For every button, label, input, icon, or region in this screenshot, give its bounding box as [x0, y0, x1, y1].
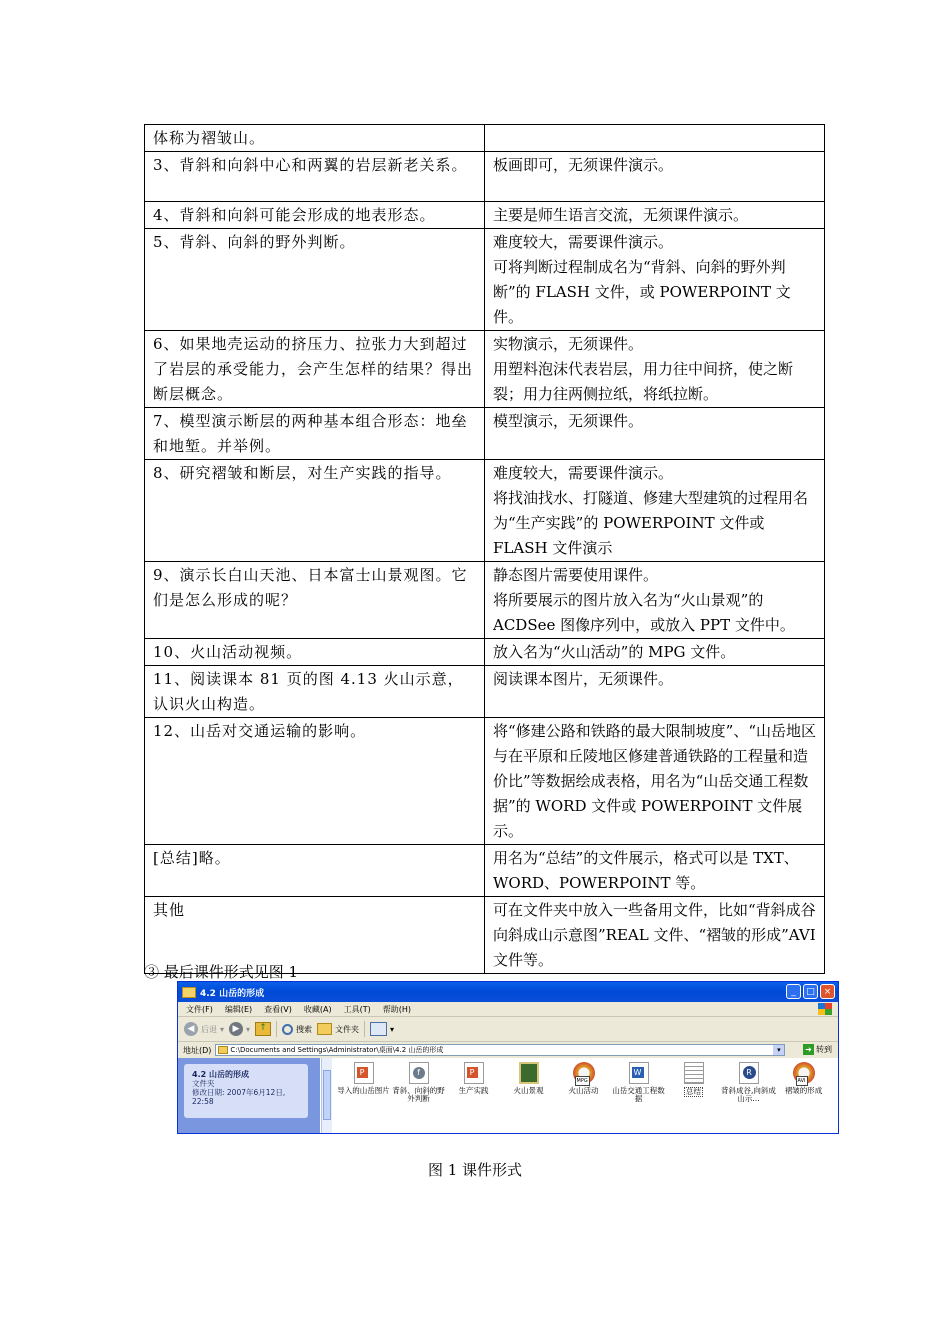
cell-text: 11、阅读课本 81 页的图 4.13 火山示意，认识火山构造。	[153, 670, 464, 713]
text-file-icon	[684, 1062, 704, 1084]
table-cell-method	[485, 666, 825, 718]
table-row	[145, 718, 825, 845]
table-cell-step	[145, 408, 485, 460]
cell-text: 4、背斜和向斜可能会形成的地表形态。	[153, 206, 436, 224]
back-arrow-icon: ◀	[184, 1022, 198, 1036]
table-cell-method	[485, 331, 825, 408]
table-cell-method	[485, 229, 825, 331]
word-file-icon	[629, 1062, 649, 1084]
close-button[interactable]: ×	[820, 984, 835, 999]
table-row	[145, 125, 825, 152]
menu-view[interactable]: 查看(V)	[264, 1004, 292, 1014]
toolbar-separator	[276, 1021, 277, 1037]
table-cell-method	[485, 152, 825, 202]
file-label: 火山景观	[513, 1086, 544, 1095]
figure-reference-note: ③ 最后课件形式见图 1	[144, 963, 299, 981]
ppt-file-icon	[464, 1062, 484, 1084]
views-button[interactable]	[370, 1022, 394, 1036]
menu-tools[interactable]: 工具(T)	[343, 1004, 371, 1014]
chevron-down-icon: ▾	[390, 1024, 395, 1034]
cell-text: 8、研究褶皱和断层，对生产实践的指导。	[153, 464, 452, 482]
cell-text: 实物演示，无须课件。 用塑料泡沫代表岩层，用力往中间挤，使之断裂；用力往两侧拉纸，将纸拉断。	[493, 335, 794, 403]
cell-text: 6、如果地壳运动的挤压力、拉张力大到超过了岩层的承受能力，会产生怎样的结果？得出断层概念。	[153, 335, 474, 403]
table-cell-step	[145, 639, 485, 666]
table-cell-method	[485, 562, 825, 639]
cell-text: 将“修建公路和铁路的最大限制坡度”、“山岳地区与在平原和丘陵地区修建普通铁路的工程量和造价比”等数据绘成表格，用名为“山岳交通工程数据”的 WORD 文件或 POWERPOINT 文件展示。	[493, 722, 817, 840]
address-bar	[178, 1042, 838, 1059]
back-button[interactable]: ◀ 后退 ▾	[184, 1022, 224, 1036]
table-cell-method	[485, 408, 825, 460]
windows-logo-icon	[818, 1003, 832, 1015]
real-file-icon	[739, 1062, 759, 1084]
cell-text: 可在文件夹中放入一些备用文件，比如“背斜成谷向斜成山示意图”REAL 文件、“褶皱的形成”AVI 文件等。	[493, 901, 821, 969]
search-icon	[282, 1024, 293, 1035]
mpg-file-icon	[573, 1062, 595, 1084]
folder-icon	[182, 987, 196, 998]
table-cell-method	[485, 460, 825, 562]
image-file-icon	[519, 1062, 539, 1084]
ppt-file-icon	[354, 1062, 374, 1084]
minimize-button[interactable]: _	[786, 984, 801, 999]
table-cell-step	[145, 718, 485, 845]
file-item[interactable]	[336, 1062, 391, 1103]
toolbar	[178, 1017, 838, 1042]
chevron-down-icon: ▾	[246, 1024, 251, 1034]
cell-text: 9、演示长白山天池、日本富士山景观图。它们是怎么形成的呢？	[153, 566, 468, 609]
cell-text: 难度较大，需要课件演示。 将找油找水、打隧道、修建大型建筑的过程用名为“生产实践”的 POWERPOINT 文件或 FLASH 文件演示	[493, 464, 809, 557]
table-cell-step	[145, 229, 485, 331]
cell-text: 3、背斜和向斜中心和两翼的岩层新老关系。	[153, 156, 468, 174]
table-cell-step	[145, 331, 485, 408]
file-label: 总结	[686, 1087, 701, 1096]
scrollbar-thumb[interactable]	[323, 1070, 331, 1120]
cell-text: 难度较大，需要课件演示。 可将判断过程制成名为“背斜、向斜的野外判断”的 FLASH 文件，或 POWERPOINT 文件。	[493, 233, 791, 326]
table-cell-step	[145, 666, 485, 718]
details-type: 文件夹	[192, 1079, 215, 1088]
file-item[interactable]	[446, 1062, 501, 1103]
table-cell-method	[485, 845, 825, 897]
table-row	[145, 639, 825, 666]
file-item[interactable]	[611, 1062, 666, 1103]
table-cell-method	[485, 897, 825, 974]
details-name: 4.2 山岳的形成	[192, 1070, 249, 1079]
file-label: 背斜成谷,向斜成山示...	[721, 1086, 776, 1103]
file-label: 生产实践	[458, 1086, 489, 1095]
folder-icon	[218, 1046, 228, 1054]
table-cell-step	[145, 562, 485, 639]
cell-text: 放入名为“火山活动”的 MPG 文件。	[493, 643, 736, 661]
menu-favorites[interactable]: 收藏(A)	[303, 1004, 332, 1014]
file-label: 褶皱的形成	[784, 1086, 823, 1095]
table-cell-step	[145, 845, 485, 897]
table-cell-method	[485, 718, 825, 845]
table-cell-method	[485, 202, 825, 229]
menu-file[interactable]: 文件(F)	[186, 1004, 213, 1014]
file-item[interactable]	[721, 1062, 776, 1103]
cell-text: [总结]略。	[153, 849, 231, 867]
cell-text: 用名为“总结”的文件展示，格式可以是 TXT、WORD、POWERPOINT 等。	[493, 849, 799, 892]
task-pane-scrollbar[interactable]	[321, 1058, 332, 1133]
folders-icon	[317, 1023, 332, 1035]
file-label: 山岳交通工程数据	[612, 1086, 665, 1103]
table-row	[145, 229, 825, 331]
explorer-content	[178, 1058, 838, 1133]
explorer-window	[177, 981, 839, 1134]
address-dropdown-icon[interactable]: ▾	[773, 1045, 784, 1055]
table-row	[145, 666, 825, 718]
search-button[interactable]: 搜索	[282, 1024, 312, 1035]
toolbar-separator	[364, 1021, 365, 1037]
table-row	[145, 845, 825, 897]
avi-file-icon	[793, 1062, 815, 1084]
cell-text: 7、模型演示断层的两种基本组合形态：地垒和地堑。并举例。	[153, 412, 468, 455]
flash-file-icon	[409, 1062, 429, 1084]
table-cell-step	[145, 125, 485, 152]
file-list	[336, 1062, 834, 1103]
file-item[interactable]	[776, 1062, 831, 1103]
table-row	[145, 408, 825, 460]
file-label: 火山活动	[568, 1086, 599, 1095]
file-item[interactable]	[666, 1062, 721, 1103]
file-item[interactable]	[391, 1062, 446, 1103]
table-row	[145, 202, 825, 229]
cell-text: 板画即可，无须课件演示。	[493, 156, 674, 174]
go-arrow-icon: ➜	[803, 1044, 814, 1055]
forward-button[interactable]	[229, 1022, 250, 1036]
table-cell-step	[145, 152, 485, 202]
cell-text: 体称为褶皱山。	[153, 129, 266, 147]
figure-caption: 图 1 课件形式	[427, 1161, 523, 1179]
details-modified: 修改日期: 2007年6月12日, 22:58	[192, 1088, 286, 1106]
cell-text: 阅读课本图片，无须课件。	[493, 670, 674, 688]
table-cell-method	[485, 639, 825, 666]
go-button[interactable]: ➜ 转到	[803, 1044, 832, 1055]
table-cell-step	[145, 460, 485, 562]
table-row	[145, 331, 825, 408]
table-cell-step	[145, 202, 485, 229]
cell-text: 其他	[153, 901, 186, 919]
chevron-down-icon: ▾	[220, 1024, 225, 1034]
forward-arrow-icon: ▶	[229, 1022, 243, 1036]
file-label: 背斜、向斜的野外判断	[392, 1086, 445, 1103]
details-panel	[184, 1064, 308, 1118]
menu-help[interactable]: 帮助(H)	[382, 1004, 411, 1014]
menu-edit[interactable]: 编辑(E)	[224, 1004, 253, 1014]
cell-text: 静态图片需要使用课件。 将所要展示的图片放入名为“火山景观”的 ACDSee 图像序列中，或放入 PPT 文件中。	[493, 566, 795, 634]
maximize-button[interactable]: □	[803, 984, 818, 999]
cell-text: 5、背斜、向斜的野外判断。	[153, 233, 356, 251]
cell-text: 10、火山活动视频。	[153, 643, 303, 661]
title-bar	[178, 982, 838, 1002]
up-folder-icon[interactable]: ↑	[255, 1022, 271, 1036]
address-path: C:\Documents and Settings\Administrator\桌面\4.2 山岳的形成	[230, 1046, 444, 1054]
table-row	[145, 562, 825, 639]
file-item[interactable]	[556, 1062, 611, 1103]
file-label: 导入的山岳图片	[337, 1086, 390, 1095]
table-row	[145, 152, 825, 202]
folders-button[interactable]: 文件夹	[317, 1023, 359, 1035]
cell-text: 12、山岳对交通运输的影响。	[153, 722, 367, 740]
address-label: 地址(D)	[183, 1045, 212, 1055]
views-icon	[370, 1022, 387, 1036]
cell-text: 模型演示，无须课件。	[493, 412, 644, 430]
address-input[interactable]	[215, 1044, 785, 1056]
task-pane	[178, 1058, 320, 1133]
menu-bar	[178, 1002, 838, 1017]
file-item[interactable]	[501, 1062, 556, 1103]
lesson-plan-table	[144, 124, 825, 974]
cell-text: 主要是师生语言交流，无须课件演示。	[493, 206, 749, 224]
window-title: 4.2 山岳的形成	[200, 988, 265, 999]
table-cell-method	[485, 125, 825, 152]
table-row	[145, 460, 825, 562]
